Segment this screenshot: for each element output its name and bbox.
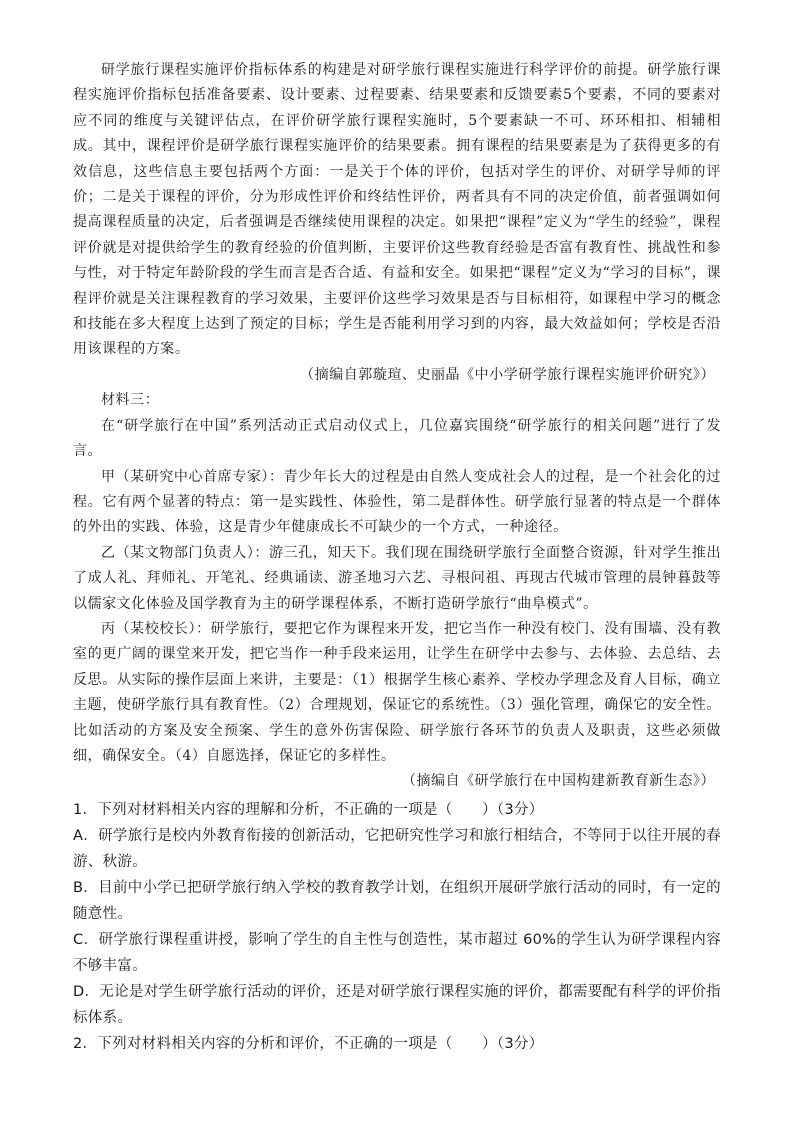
material-three-intro: 在“研学旅行在中国”系列活动正式启动仪式上，几位嘉宾围绕“研学旅行的相关问题”进行了发言。 [73,417,721,460]
speaker-yi-paragraph: 乙（某文物部门负责人）：游三孔，知天下。我们现在围绕研学旅行全面整合资源，针对学生推出了成人礼、拜师礼、开笔礼、经典诵读、游圣地习六艺、寻根问祖、再现古代城市管理的晨钟暮鼓等以儒家文化体验及国学教育为主的研学课程体系，不断打造研学旅行“曲阜模式”。 [73,544,721,612]
question-1-option-c: C．研学旅行课程重讲授，影响了学生的自主性与创造性，某市超过 60%的学生认为研学课程内容不够丰富。 [73,931,721,974]
speaker-jia-paragraph: 甲（某研究中心首席专家）：青少年长大的过程是由自然人变成社会人的过程，是一个社会化的过程。它有两个显著的特点：第一是实践性、体验性，第二是群体性。研学旅行显著的特点是一个群体的外出的实践、体验，这是青少年健康成长不可缺少的一个方式，一种途径。 [73,468,721,536]
question-1-option-d: D．无论是对学生研学旅行活动的评价，还是对研学旅行课程实施的评价，都需要配有科学的评价指标体系。 [73,983,721,1026]
question-1-option-b: B．目前中小学已把研学旅行纳入学校的教育教学计划，在组织开展研学旅行活动的同时，有一定的随意性。 [73,879,721,922]
material-three-heading: 材料三： [101,392,160,409]
material-two-paragraph: 研学旅行课程实施评价指标体系的构建是对研学旅行课程实施进行科学评价的前提。研学旅行课程实施评价指标包括准备要素、设计要素、过程要素、结果要素和反馈要素5个要素，不同的要素对应不同的维度与关键评估点，在评价研学旅行课程实施时，5个要素缺一不可、环环相扣、相辅相成。其中，课程评价是研学旅行课程实施评价的结果要素。拥有课程的结果要素是为了获得更多的有效信息，这些信息主要包括两个方面：一是关于个体的评价，包括对学生的评价、对研学导师的评价；二是关于课程的评价，分为形成性评价和终结性评价，两者具有不同的决定价值，前者强调如何提高课程质量的决定，后者强调是否继续使用课程的决定。如果把“课程”定义为“学生的经验”，课程评价就是对提供给学生的教育经验的价值判断，主要评价这些教育经验是否富有教育性、挑战性和参与性，对于特定年龄阶段的学生而言是否合适、有益和安全。如果把“课程”定义为“学习的目标”，课程评价就是关注课程教育的学习效果，主要评价这些学习效果是否与目标相符，如课程中学习的概念和技能在多大程度上达到了预定的目标；学生是否能利用学习到的内容，最大效益如何；学校是否沿用该课程的方案。 [73,62,721,358]
material-three-source: （摘编自《研学旅行在中国构建新教育新生态》） [401,773,715,790]
question-2-stem: 2．下列对材料相关内容的分析和评价，不正确的一项是（ ）（3分） [73,1035,544,1052]
material-two-source: （摘编自郭璇瑄、史丽晶《中小学研学旅行课程实施评价研究》） [300,366,715,383]
exam-page [73,58,721,1057]
question-1-option-a: A．研学旅行是校内外教育衔接的创新活动，它把研究性学习和旅行相结合，不等同于以往开展的春游、秋游。 [73,827,721,870]
speaker-bing-paragraph: 丙（某校校长）：研学旅行，要把它作为课程来开发，把它当作一种没有校门、没有围墙、没有教室的更广阔的课堂来开发，把它当作一种手段来运用，让学生在研学中去参与、去体验、去总结、去反思。从实际的操作层面上来讲，主要是：（1）根据学生核心素养、学校办学理念及育人目标，确立主题，使研学旅行具有教育性。（2）合理规划，保证它的系统性。（3）强化管理，确保它的安全性。比如活动的方案及安全预案、学生的意外伤害保险、研学旅行各环节的负责人及职责，这些必须做细，确保安全。（4）自愿选择，保证它的多样性。 [73,620,721,764]
question-1-stem: 1．下列对材料相关内容的理解和分析，不正确的一项是（ ）（3分） [73,801,544,818]
